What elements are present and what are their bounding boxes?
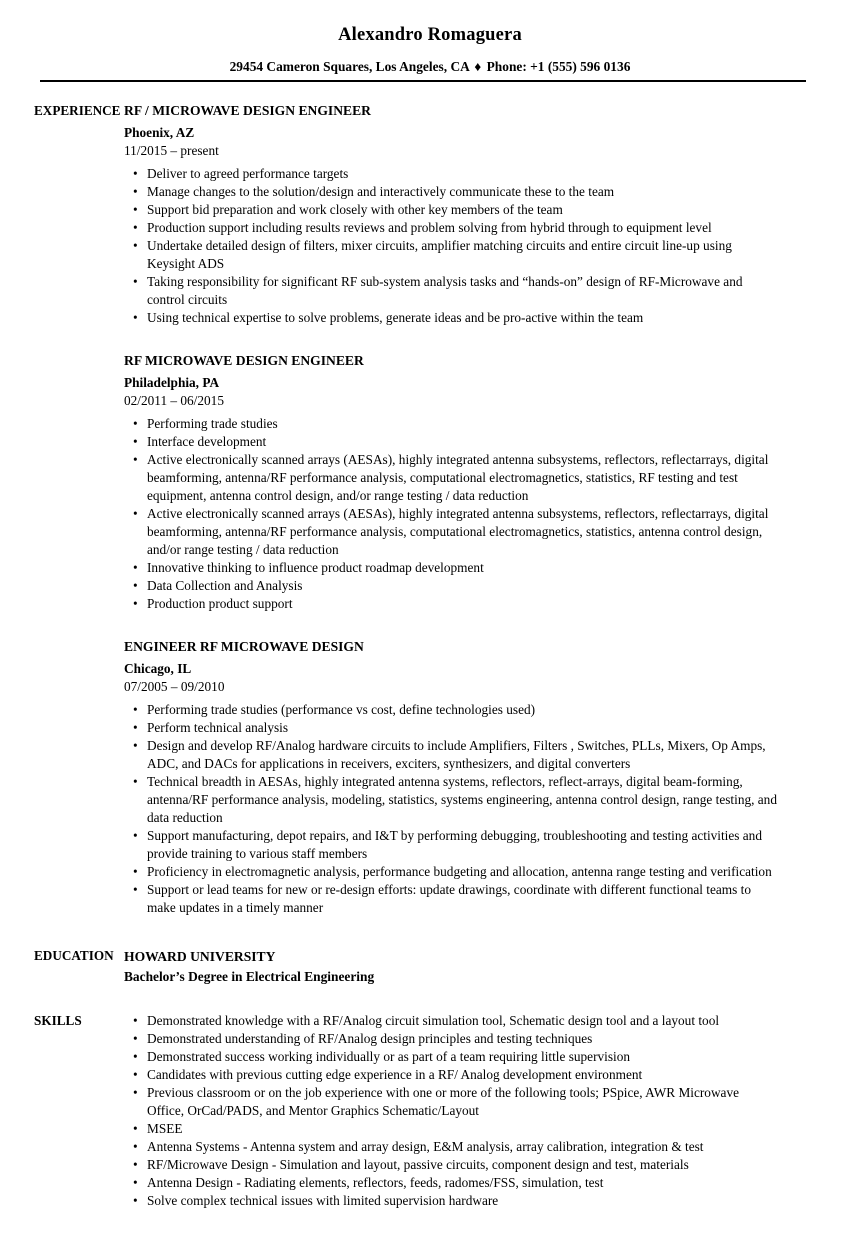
bullet-item: • Demonstrated knowledge with a RF/Analog circuit simulation tool, Schematic design tool and a layout tool — [124, 1012, 778, 1030]
job-entry — [124, 102, 778, 327]
bullet-item: • Support bid preparation and work closely with other key members of the team — [124, 201, 778, 219]
education-school: HOWARD UNIVERSITY — [124, 949, 276, 965]
bullet-item: • Support manufacturing, depot repairs, and I&T by performing debugging, troubleshooting and testing activities and provide training to various staff members — [124, 827, 778, 863]
bullet-item: • Demonstrated understanding of RF/Analog design principles and testing techniques — [124, 1030, 778, 1048]
job-bullets — [124, 165, 778, 327]
contact-address: 29454 Cameron Squares, Los Angeles, CA — [229, 59, 470, 74]
bullet-item: • Taking responsibility for significant RF sub-system analysis tasks and “hands-on” design of RF-Microwave and control circuits — [124, 273, 778, 309]
bullet-item: • Previous classroom or on the job experience with one or more of the following tools; PSpice, AWR Microwave Office, OrCad/PADS, and Mentor Graphics Schematic/Layout — [124, 1084, 778, 1120]
bullet-item: • Design and develop RF/Analog hardware circuits to include Amplifiers, Filters , Switches, PLLs, Mixers, Op Amps, ADC, and DACs for applications in receivers, exciters, synthesizers, and digital converters — [124, 737, 778, 773]
education-content — [124, 947, 778, 986]
job-dates: 11/2015 – present — [124, 143, 219, 159]
diamond-icon: ♦ — [474, 59, 482, 74]
bullet-item: • Interface development — [124, 433, 778, 451]
bullet-item: • Performing trade studies — [124, 415, 778, 433]
contact-line — [0, 59, 860, 75]
experience-content — [124, 102, 778, 917]
job-title: RF / MICROWAVE DESIGN ENGINEER — [124, 103, 371, 118]
skills-section — [0, 1012, 860, 1210]
education-degree: Bachelor’s Degree in Electrical Engineering — [124, 968, 375, 984]
job-bullets — [124, 415, 778, 613]
job-dates: 07/2005 – 09/2010 — [124, 679, 225, 695]
experience-section — [0, 102, 860, 917]
bullet-item: • Active electronically scanned arrays (AESAs), highly integrated antenna subsystems, reflectors, reflectarrays, digital beamforming, antenna/RF performance analysis, computational electromagnetics, statistics, antenna control design, and/or range testing / data reduction — [124, 505, 778, 559]
section-label-skills: SKILLS — [34, 1013, 82, 1029]
bullet-item: • Production support including results reviews and problem solving from hybrid through to equipment level — [124, 219, 778, 237]
bullet-item: • Performing trade studies (performance vs cost, define technologies used) — [124, 701, 778, 719]
job-dates: 02/2011 – 06/2015 — [124, 393, 224, 409]
bullet-item: • Manage changes to the solution/design and interactively communicate these to the team — [124, 183, 778, 201]
bullet-item: • Using technical expertise to solve problems, generate ideas and be pro-active within the team — [124, 309, 778, 327]
bullet-item: • Production product support — [124, 595, 778, 613]
candidate-name: Alexandro Romaguera — [338, 25, 522, 45]
bullet-item: • Active electronically scanned arrays (AESAs), highly integrated antenna subsystems, reflectors, reflectarrays, digital beamforming, antenna/RF performance analysis, computational electromagnetics, statistics, RF testing and test equipment, antenna control design, and/or range testing / data reduction — [124, 451, 778, 505]
bullet-item: • Proficiency in electromagnetic analysis, performance budgeting and allocation, antenna range testing and verification — [124, 863, 778, 881]
job-location: Philadelphia, PA — [124, 374, 220, 390]
bullet-item: • Technical breadth in AESAs, highly integrated antenna systems, reflectors, reflect-arrays, digital beam-forming, antenna/RF performance analysis, modeling, statistics, systems engineering, antenna control design, range testing, and data reduction — [124, 773, 778, 827]
skills-list — [124, 1012, 778, 1210]
bullet-item: • Undertake detailed design of filters, mixer circuits, amplifier matching circuits and entire circuit line-up using Keysight ADS — [124, 237, 778, 273]
bullet-item: • RF/Microwave Design - Simulation and layout, passive circuits, component design and test, materials — [124, 1156, 778, 1174]
job-location: Chicago, IL — [124, 660, 192, 676]
header-rule — [40, 80, 806, 82]
education-section — [0, 947, 860, 986]
bullet-item: • Perform technical analysis — [124, 719, 778, 737]
contact-phone: Phone: +1 (555) 596 0136 — [486, 59, 631, 74]
bullet-item: • Solve complex technical issues with limited supervision hardware — [124, 1192, 778, 1210]
section-label-experience: EXPERIENCE — [34, 103, 121, 118]
job-entry — [124, 638, 778, 917]
bullet-item: • Demonstrated success working individually or as part of a team requiring little supervision — [124, 1048, 778, 1066]
job-title: ENGINEER RF MICROWAVE DESIGN — [124, 639, 364, 655]
job-bullets — [124, 701, 778, 917]
bullet-item: • Antenna Design - Radiating elements, reflectors, feeds, radomes/FSS, simulation, test — [124, 1174, 778, 1192]
bullet-item: • MSEE — [124, 1120, 778, 1138]
job-title: RF MICROWAVE DESIGN ENGINEER — [124, 353, 364, 369]
bullet-item: • Data Collection and Analysis — [124, 577, 778, 595]
document-header — [0, 0, 860, 82]
bullet-item: • Innovative thinking to influence product roadmap development — [124, 559, 778, 577]
section-label-education: EDUCATION — [34, 948, 114, 964]
skills-content — [124, 1012, 778, 1210]
bullet-item: • Candidates with previous cutting edge experience in a RF/ Analog development environment — [124, 1066, 778, 1084]
bullet-item: • Deliver to agreed performance targets — [124, 165, 778, 183]
bullet-item: • Antenna Systems - Antenna system and array design, E&M analysis, array calibration, integration & test — [124, 1138, 778, 1156]
job-location: Phoenix, AZ — [124, 124, 195, 140]
job-entry — [124, 352, 778, 613]
bullet-item: • Support or lead teams for new or re-design efforts: update drawings, coordinate with different functional teams to make updates in a timely manner — [124, 881, 778, 917]
